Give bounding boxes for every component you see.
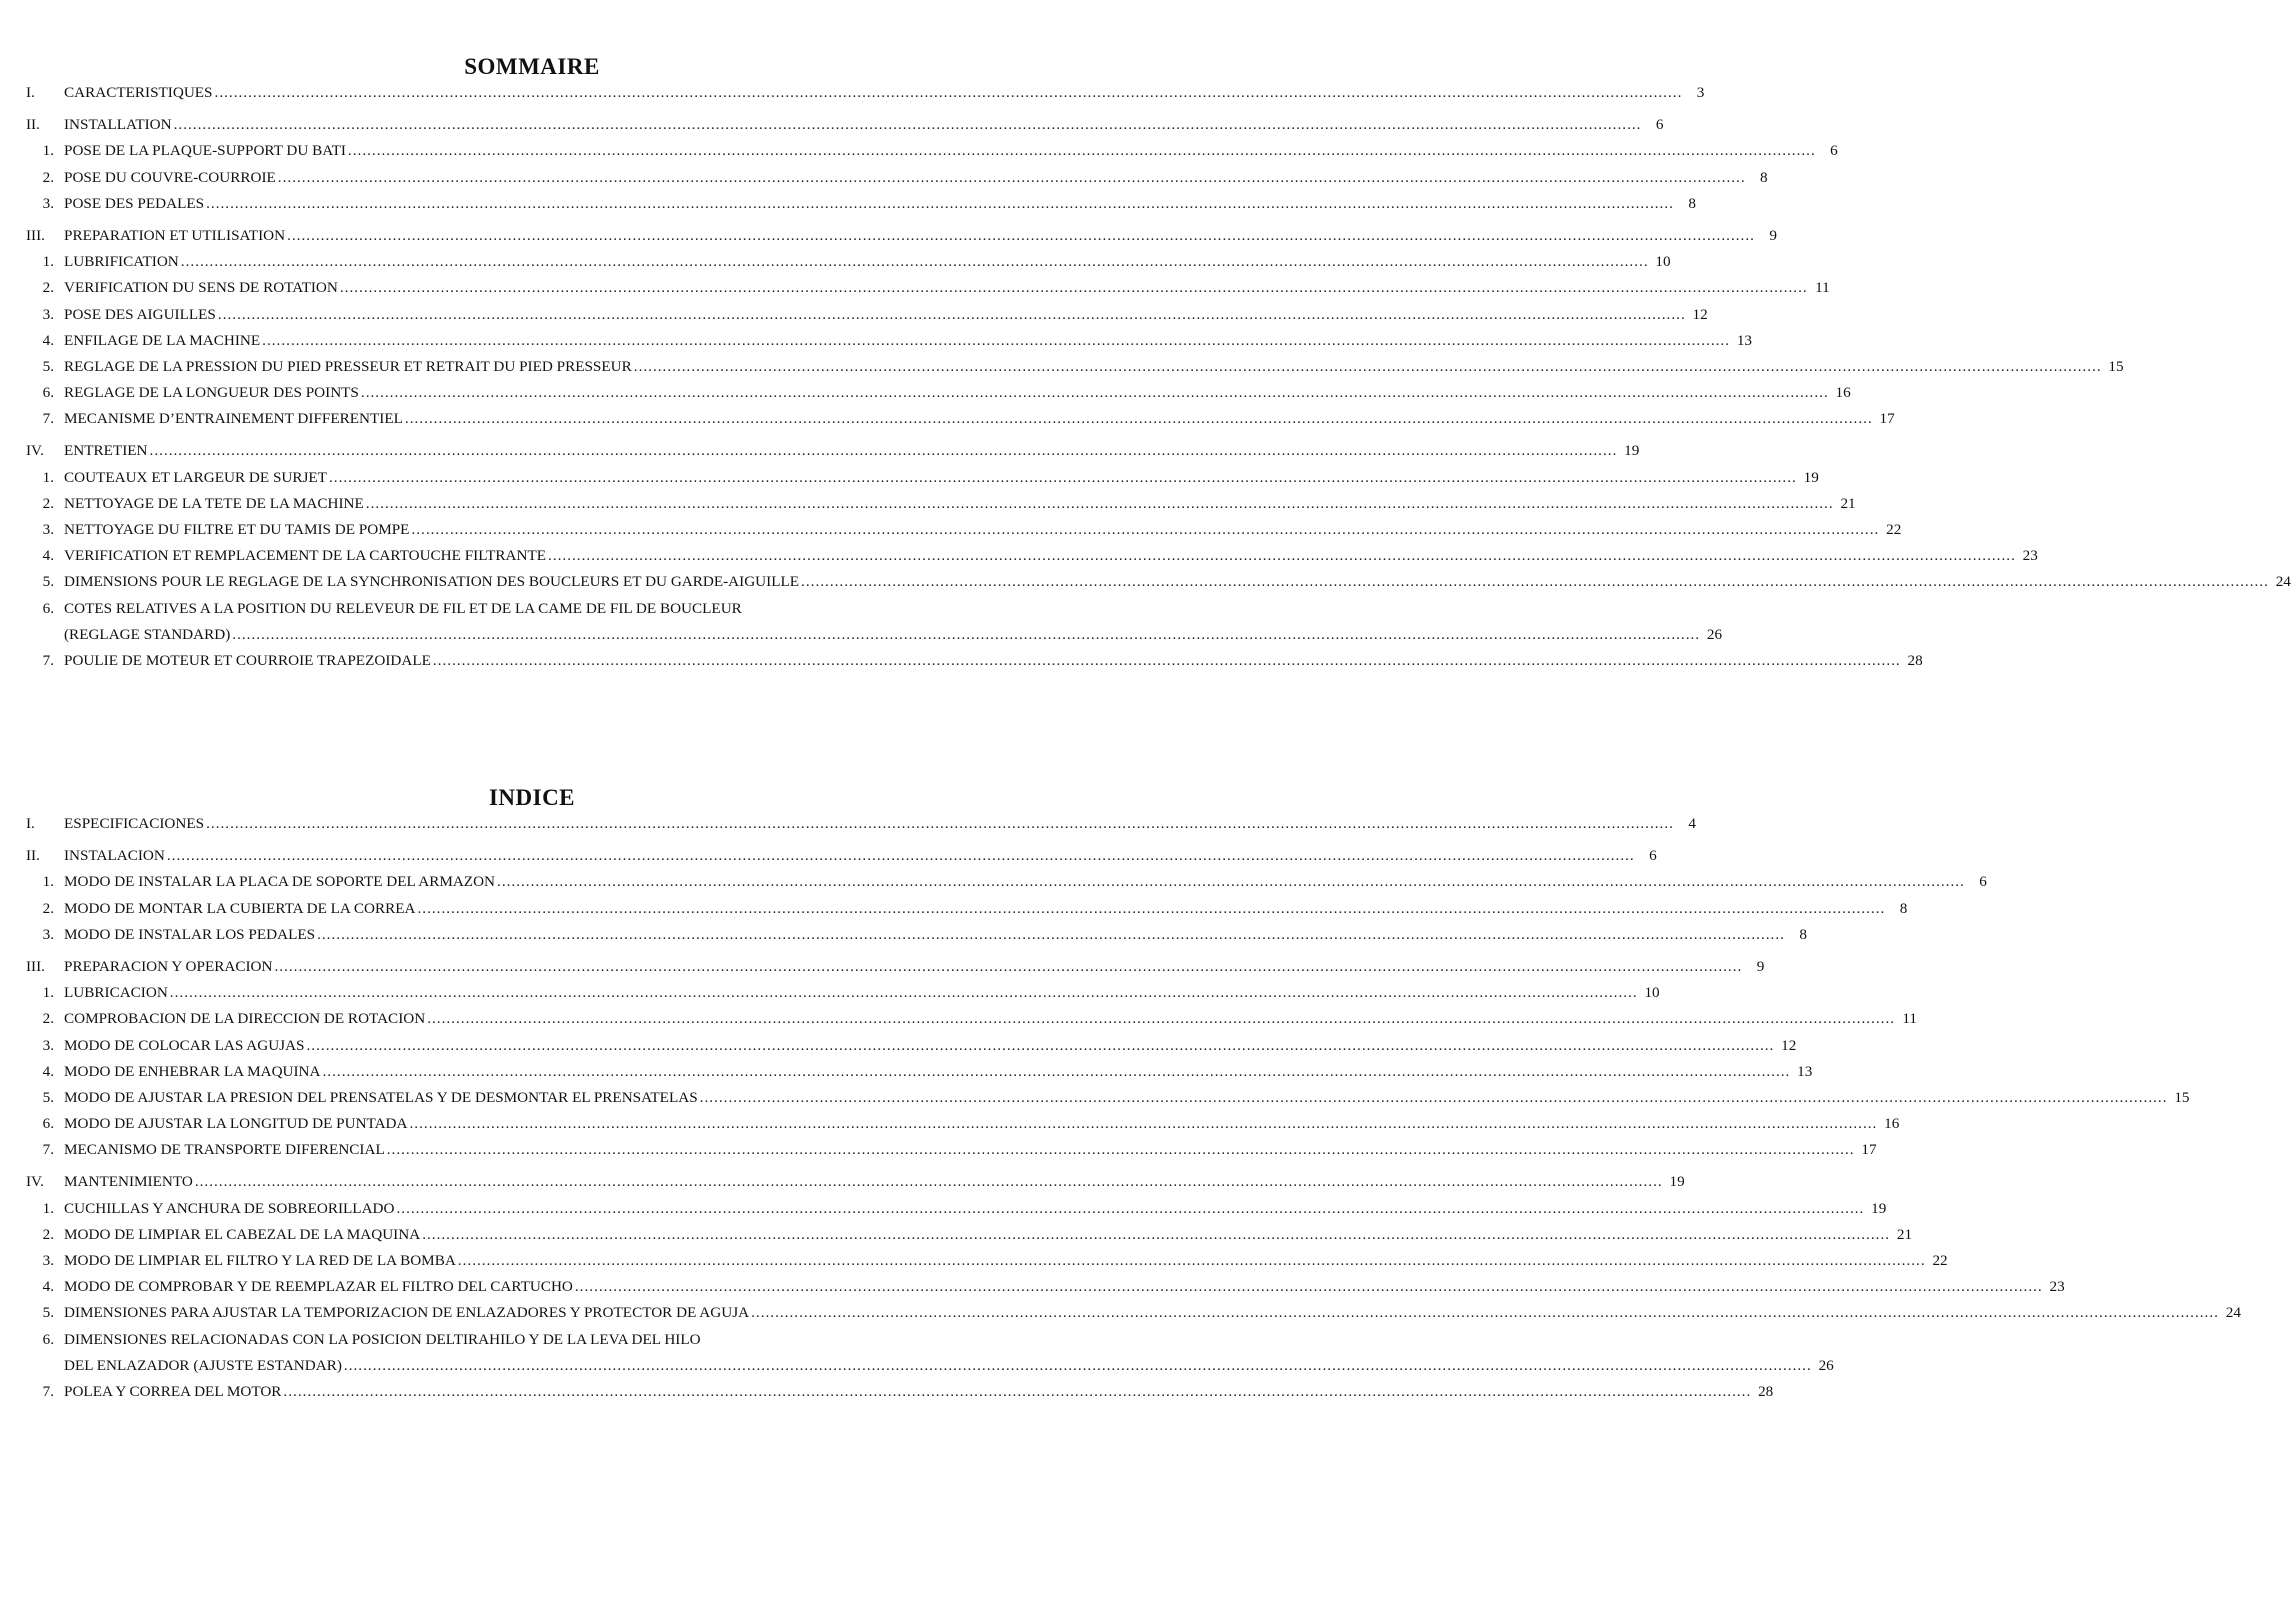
toc-entry-page: 28 <box>1758 1382 1774 1400</box>
toc-entry-page: 28 <box>1907 651 1923 669</box>
toc-entry-number: 2. <box>42 1010 54 1028</box>
toc-entry-page: 10 <box>1655 253 1671 271</box>
toc-entry-page: 22 <box>1932 1252 1948 1269</box>
toc-leader-dots <box>458 1252 1926 1270</box>
toc-entry <box>26 84 1705 110</box>
toc-entry-label: MODO DE AJUSTAR LA PRESION DEL PRENSATELAS Y DE DESMONTAR EL PRENSATELAS <box>64 1088 698 1106</box>
toc-leader-dots <box>323 1063 1791 1081</box>
toc-entry-label: VERIFICATION DU SENS DE ROTATION <box>64 279 338 297</box>
toc-entry-number: 1. <box>42 1199 54 1217</box>
sommaire-section <box>26 50 2291 678</box>
toc-entry-page: 3 <box>1696 84 1705 101</box>
toc-entry-page: 4 <box>1688 815 1696 832</box>
toc-entry-label: PREPARACION Y OPERACION <box>64 957 273 975</box>
toc-leader-dots <box>174 116 1642 134</box>
toc-entry <box>26 442 1640 468</box>
toc-entry <box>26 815 1696 841</box>
toc-entry-label: MANTENIMIENTO <box>64 1173 193 1191</box>
toc-leader-dots <box>181 253 1649 271</box>
toc-entry <box>26 547 2038 573</box>
toc-entry <box>26 1115 1900 1141</box>
toc-entry <box>26 1331 1038 1357</box>
toc-entry-label: PREPARATION ET UTILISATION <box>64 226 286 244</box>
toc-leader-dots <box>307 1037 1775 1055</box>
toc-entry-page: 19 <box>1624 442 1640 460</box>
toc-entry-page: 24 <box>2225 1304 2241 1322</box>
toc-entry-number: 2. <box>42 279 54 297</box>
toc-entry-page: 9 <box>1769 226 1777 244</box>
toc-entry-label: LUBRIFICATION <box>64 253 179 271</box>
toc-entry-label: INSTALLATION <box>64 116 172 134</box>
toc-entry-number: 3. <box>42 925 54 943</box>
toc-leader-dots <box>262 332 1730 350</box>
toc-entry-number: 6. <box>42 384 54 402</box>
toc-leader-dots <box>366 495 1834 513</box>
toc-entry <box>26 1252 1948 1278</box>
indice-title: INDICE <box>488 785 576 810</box>
toc-entry-number: 6. <box>42 1115 54 1133</box>
toc-entry-number: 7. <box>42 651 54 669</box>
toc-leader-dots <box>329 469 1797 487</box>
toc-entry-page: 10 <box>1644 984 1660 1002</box>
toc-entry-label: ENFILAGE DE LA MACHINE <box>64 331 261 349</box>
toc-leader-dots <box>232 626 1700 644</box>
toc-entry-number: 3. <box>42 305 54 323</box>
toc-entry <box>26 1088 2190 1115</box>
toc-entry-page: 22 <box>1886 521 1902 538</box>
toc-entry-page: 12 <box>1692 305 1708 323</box>
toc-entry-page: 13 <box>1736 331 1752 349</box>
toc-entry-number: 7. <box>42 1382 54 1400</box>
toc-entry <box>26 384 1851 410</box>
toc-entry-page: 15 <box>2108 357 2124 375</box>
toc-entry-number: 2. <box>42 1225 54 1243</box>
toc-entry-page: 26 <box>1706 625 1723 643</box>
toc-entry-page: 16 <box>1884 1115 1900 1133</box>
toc-entry-label: COUTEAUX ET LARGEUR DE SURJET <box>64 468 327 486</box>
toc-entry-number: II. <box>26 847 40 865</box>
toc-entry <box>26 1036 1797 1063</box>
toc-entry-number: II. <box>26 116 40 134</box>
toc-leader-dots <box>215 84 1683 102</box>
toc-leader-dots <box>170 984 1638 1002</box>
toc-leader-dots <box>150 442 1618 460</box>
toc-entry-label: CARACTERISTIQUES <box>64 84 213 101</box>
toc-entry-label: POSE DES AIGUILLES <box>64 305 216 323</box>
toc-entry <box>26 1382 1774 1409</box>
toc-leader-dots <box>422 1226 1890 1244</box>
toc-entry-number: 3. <box>42 1036 54 1054</box>
toc-entry-number: 6. <box>42 599 54 617</box>
toc-entry-number: I. <box>26 84 35 101</box>
toc-entry-page: 17 <box>1879 410 1895 428</box>
toc-entry-label: MODO DE COMPROBAR Y DE REEMPLAZAR EL FILTRO DEL CARTUCHO <box>64 1278 573 1296</box>
toc-entry-page: 19 <box>1669 1173 1685 1191</box>
toc-entry <box>26 573 2291 599</box>
toc-entry-page: 24 <box>2275 573 2291 591</box>
toc-entry-label: ENTRETIEN <box>64 442 148 460</box>
toc-entry-page: 26 <box>1818 1356 1834 1374</box>
toc-entry <box>26 253 1671 279</box>
toc-entry-label: NETTOYAGE DE LA TETE DE LA MACHINE <box>64 494 364 512</box>
toc-leader-dots <box>206 195 1674 213</box>
toc-entry-label: COTES RELATIVES A LA POSITION DU RELEVEUR DE FIL ET DE LA CAME DE FIL DE BOUCLEUR <box>64 599 742 617</box>
indice-section <box>26 781 2241 1409</box>
toc-entry-label: VERIFICATION ET REMPLACEMENT DE LA CARTOUCHE FILTRANTE <box>64 547 547 565</box>
toc-entry-label: MODO DE ENHEBRAR LA MAQUINA <box>64 1062 321 1080</box>
toc-entry-label: MODO DE INSTALAR LA PLACA DE SOPORTE DEL ARMAZON <box>64 873 496 891</box>
toc-entry <box>26 1278 2065 1304</box>
toc-leader-dots <box>274 958 1742 976</box>
toc-entry-page: 12 <box>1781 1036 1797 1054</box>
toc-entry <box>26 305 1708 332</box>
toc-leader-dots <box>634 358 2102 376</box>
toc-entry <box>26 899 1908 926</box>
toc-leader-dots <box>340 279 1808 297</box>
toc-entry-number: 2. <box>42 494 54 512</box>
toc-entry <box>26 651 1923 678</box>
toc-entry <box>26 1141 1877 1167</box>
toc-entry-label: REGLAGE DE LA LONGUEUR DES POINTS <box>64 384 359 402</box>
toc-leader-dots <box>433 652 1901 670</box>
toc-entry-number: IV. <box>26 442 44 460</box>
toc-leader-dots <box>417 900 1885 918</box>
toc-entry-page: 6 <box>1979 873 1987 891</box>
toc-entry-label: MODO DE MONTAR LA CUBIERTA DE LA CORREA <box>64 899 416 917</box>
toc-entry-page: 11 <box>1815 279 1830 297</box>
toc-entry-page: 17 <box>1861 1141 1877 1159</box>
toc-leader-dots <box>751 1304 2219 1322</box>
toc-entry <box>26 600 1038 626</box>
toc-entry <box>26 1173 1685 1199</box>
toc-entry-label: NETTOYAGE DU FILTRE ET DU TAMIS DE POMPE <box>64 521 410 538</box>
toc-entry-number: 4. <box>42 1062 54 1080</box>
toc-entry <box>26 168 1768 195</box>
toc-entry-label: ESPECIFICACIONES <box>64 815 205 832</box>
toc-leader-dots <box>387 1141 1855 1159</box>
toc-entry-page: 13 <box>1797 1062 1813 1080</box>
toc-entry-number: 6. <box>42 1330 54 1348</box>
toc-leader-dots <box>206 815 1674 833</box>
toc-entry-page: 19 <box>1871 1199 1887 1217</box>
toc-leader-dots <box>167 847 1635 865</box>
toc-entry-label: MODO DE COLOCAR LAS AGUJAS <box>64 1036 305 1054</box>
toc-leader-dots <box>427 1010 1895 1028</box>
toc-leader-dots <box>195 1173 1663 1191</box>
toc-entry <box>26 1304 2241 1330</box>
toc-entry <box>26 521 1902 547</box>
toc-entry-label: POULIE DE MOTEUR ET COURROIE TRAPEZOIDALE <box>64 651 431 669</box>
toc-entry-page: 21 <box>1896 1225 1913 1243</box>
sommaire-toc <box>26 84 2291 678</box>
toc-entry-number: 1. <box>42 468 54 486</box>
toc-entry-number: III. <box>26 226 45 244</box>
toc-leader-dots <box>700 1089 2168 1107</box>
toc-entry-label: MECANISMO DE TRANSPORTE DIFERENCIAL <box>64 1141 385 1159</box>
toc-entry-page: 6 <box>1830 142 1838 160</box>
indice-toc <box>26 815 2241 1409</box>
toc-entry-number: 1. <box>42 142 54 160</box>
toc-leader-dots <box>396 1200 1864 1218</box>
toc-leader-dots <box>497 873 1965 891</box>
toc-entry <box>26 847 1657 873</box>
toc-entry-number: 1. <box>42 984 54 1002</box>
toc-entry <box>26 279 1830 305</box>
toc-entry <box>26 1199 1887 1226</box>
toc-entry-page: 23 <box>2022 547 2038 565</box>
toc-entry-page: 8 <box>1799 925 1807 943</box>
toc-entry-number: 3. <box>42 521 54 538</box>
toc-leader-dots <box>405 410 1873 428</box>
toc-leader-dots <box>344 1357 1812 1375</box>
toc-entry-label: DEL ENLAZADOR (AJUSTE ESTANDAR) <box>64 1356 342 1374</box>
toc-entry <box>26 116 1664 142</box>
toc-entry-page: 19 <box>1803 468 1819 486</box>
toc-entry-label: MODO DE LIMPIAR EL FILTRO Y LA RED DE LA BOMBA <box>64 1252 456 1269</box>
toc-entry-number: 2. <box>42 899 54 917</box>
toc-entry <box>26 925 1807 952</box>
toc-entry-label: (REGLAGE STANDARD) <box>64 625 231 643</box>
toc-leader-dots <box>548 547 2016 565</box>
toc-entry-number: 2. <box>42 168 54 186</box>
toc-entry <box>26 357 2124 384</box>
toc-entry-page: 21 <box>1840 494 1856 512</box>
toc-entry <box>26 1010 1918 1036</box>
toc-entry-page: 6 <box>1655 116 1664 134</box>
toc-entry <box>26 142 1838 168</box>
toc-entry-label: DIMENSIONES RELACIONADAS CON LA POSICION DELTIRAHILO Y DE LA LEVA DEL HILO <box>64 1330 701 1348</box>
toc-entry-page: 8 <box>1899 899 1908 917</box>
toc-leader-dots <box>411 521 1879 539</box>
toc-leader-dots <box>283 1383 1751 1401</box>
toc-entry <box>26 194 1696 221</box>
toc-entry-number: 7. <box>42 410 54 428</box>
toc-entry-label: POSE DU COUVRE-COURROIE <box>64 168 276 186</box>
toc-entry-number: 4. <box>42 1278 54 1296</box>
toc-entry-label: LUBRICACION <box>64 984 168 1002</box>
toc-entry <box>26 331 1752 358</box>
toc-entry-number: 1. <box>42 873 54 891</box>
toc-entry-page: 23 <box>2049 1278 2065 1296</box>
toc-entry <box>26 1225 1913 1252</box>
toc-leader-dots <box>287 227 1755 245</box>
toc-entry-label: CUCHILLAS Y ANCHURA DE SOBREORILLADO <box>64 1199 395 1217</box>
toc-entry <box>26 468 1819 495</box>
toc-entry-number: 5. <box>42 357 54 375</box>
toc-entry-page: 16 <box>1835 384 1851 402</box>
toc-entry <box>26 625 1723 652</box>
toc-entry-number: 1. <box>42 253 54 271</box>
toc-leader-dots <box>278 169 1746 187</box>
toc-leader-dots <box>410 1115 1878 1133</box>
toc-entry-label: POSE DE LA PLAQUE-SUPPORT DU BATI <box>64 142 346 160</box>
toc-entry <box>26 957 1765 984</box>
toc-entry-label: POLEA Y CORREA DEL MOTOR <box>64 1382 282 1400</box>
toc-entry <box>26 226 1777 253</box>
toc-leader-dots <box>218 306 1686 324</box>
toc-entry-number: IV. <box>26 1173 44 1191</box>
toc-leader-dots <box>801 573 2269 591</box>
toc-entry-number: 4. <box>42 547 54 565</box>
sommaire-title: SOMMAIRE <box>464 54 600 79</box>
toc-entry <box>26 1356 1834 1383</box>
toc-entry <box>26 873 1987 899</box>
toc-entry-page: 15 <box>2174 1088 2190 1106</box>
toc-entry-number: 5. <box>42 1304 54 1322</box>
toc-entry-number: III. <box>26 957 45 975</box>
toc-entry-label: POSE DES PEDALES <box>64 194 205 212</box>
toc-leader-dots <box>361 384 1829 402</box>
toc-entry-page: 8 <box>1760 168 1768 186</box>
toc-entry-label: MODO DE INSTALAR LOS PEDALES <box>64 925 316 943</box>
toc-entry-number: 7. <box>42 1141 54 1159</box>
toc-entry <box>26 1062 1813 1089</box>
toc-entry-number: 3. <box>42 194 54 212</box>
toc-entry-label: MECANISME D’ENTRAINEMENT DIFFERENTIEL <box>64 410 403 428</box>
toc-entry-label: REGLAGE DE LA PRESSION DU PIED PRESSEUR ET RETRAIT DU PIED PRESSEUR <box>64 357 632 375</box>
toc-entry-number: I. <box>26 815 35 832</box>
toc-entry <box>26 494 1856 521</box>
toc-leader-dots <box>317 926 1785 944</box>
toc-entry-label: DIMENSIONS POUR LE REGLAGE DE LA SYNCHRONISATION DES BOUCLEURS ET DU GARDE-AIGUILLE <box>64 573 800 591</box>
toc-entry-number: 3. <box>42 1252 54 1269</box>
toc-leader-dots <box>348 142 1816 160</box>
toc-entry-number: 5. <box>42 573 54 591</box>
toc-entry-label: MODO DE AJUSTAR LA LONGITUD DE PUNTADA <box>64 1115 408 1133</box>
toc-entry-label: INSTALACION <box>64 847 165 865</box>
toc-entry <box>26 410 1895 436</box>
toc-entry-number: 4. <box>42 331 54 349</box>
toc-entry-page: 11 <box>1902 1010 1918 1028</box>
toc-entry-label: COMPROBACION DE LA DIRECCION DE ROTACION <box>64 1010 426 1028</box>
toc-entry-label: DIMENSIONES PARA AJUSTAR LA TEMPORIZACION DE ENLAZADORES Y PROTECTOR DE AGUJA <box>64 1304 750 1322</box>
toc-entry-page: 6 <box>1649 847 1657 865</box>
toc-entry-page: 9 <box>1756 957 1765 975</box>
toc-entry <box>26 984 1660 1010</box>
toc-entry-number: 5. <box>42 1088 54 1106</box>
toc-entry-label: MODO DE LIMPIAR EL CABEZAL DE LA MAQUINA <box>64 1225 421 1243</box>
toc-entry-page: 8 <box>1688 194 1696 212</box>
toc-leader-dots <box>575 1278 2043 1296</box>
